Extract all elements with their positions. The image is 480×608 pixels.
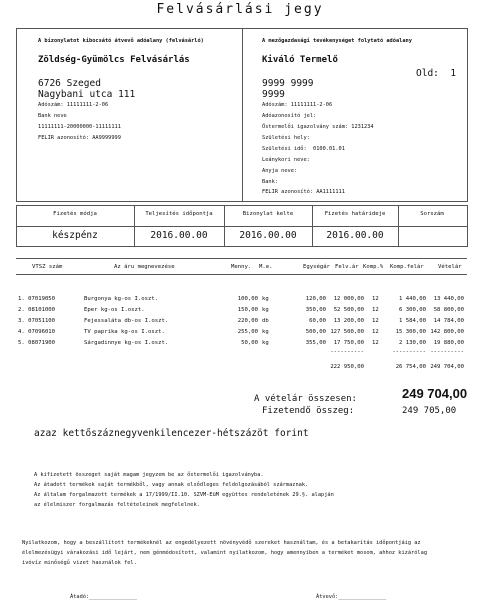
row-name: Sárgadinnye kg-os I.oszt.	[84, 340, 169, 346]
items-top-line	[16, 258, 467, 259]
row-unit-price: 500,00	[305, 329, 326, 335]
amount-in-words: azaz kettőszáznegyvenkilencezer-hétszázöt forint	[34, 428, 309, 439]
col-price: Felv.ár	[335, 264, 359, 270]
producer-city: 9999	[262, 89, 285, 100]
row-komp-fee: 15 300,00	[395, 329, 426, 335]
seller-header: A bizonylatot kibocsátó átvevő adóalany (felvásárló)	[38, 38, 204, 44]
col-komp: Komp.%	[363, 264, 384, 270]
row-komp: 12	[372, 318, 379, 324]
col-qty: Menny.	[231, 264, 252, 270]
statement-3: Az általam forgalmazott termékek a 17/1999/II.10. SZVM-EüM együttes rendeletének 29.§. alapján	[34, 492, 334, 498]
row-komp-fee: 2 130,00	[399, 340, 426, 346]
row-komp: 12	[372, 329, 379, 335]
producer-bank: Bank:	[262, 179, 278, 185]
row-komp: 12	[372, 340, 379, 346]
row-name: Fejessaláta db-os I.oszt.	[84, 318, 169, 324]
payment-issue-header: Bizonylat kelte	[242, 211, 294, 217]
payment-completion-header: Teljesítés időpontja	[145, 211, 213, 217]
row-unit-price: 120,00	[305, 296, 326, 302]
seller-felir: FELIR azonosító: AA9999999	[38, 135, 121, 141]
row-vtsz: 2. 08101000	[18, 307, 56, 313]
row-total: 14 784,00	[433, 318, 464, 324]
receiver-signature: Átvevő:_______________	[316, 594, 387, 600]
producer-card: Őstermelői igazolvány szám: 1231234	[262, 124, 374, 130]
row-price: 127 500,00	[330, 329, 364, 335]
row-qty: 50,00	[241, 340, 258, 346]
producer-birth-date: Születési idő: 0100.01.01	[262, 146, 345, 152]
producer-tax-mark: Adóazonosító jel:	[262, 113, 317, 119]
row-unit-price: 350,00	[305, 307, 326, 313]
statement-2: Az átadott termékek saját termékből, vagy annak elsődleges feldolgozásából származnak.	[34, 482, 309, 488]
sum-komp-dashes: ----------	[392, 349, 426, 355]
row-total: 13 440,00	[433, 296, 464, 302]
sum-total-dashes: ----------	[430, 349, 464, 355]
payment-method-header: Fizetés módja	[53, 211, 97, 217]
row-komp: 12	[372, 307, 379, 313]
row-unit-price: 355,00	[305, 340, 326, 346]
declaration-3: ivóvíz minőségű vizet használok fel.	[22, 560, 137, 566]
payment-deadline-value: 2016.00.00	[326, 230, 384, 241]
row-unit-price: 60,00	[309, 318, 326, 324]
row-qty: 220,00	[237, 318, 258, 324]
statement-4: az élelmiszer forgalmazás feltételeinek megfelelnek.	[34, 502, 200, 508]
row-komp-fee: 6 300,00	[399, 307, 426, 313]
row-price: 17 750,00	[333, 340, 364, 346]
seller-tax-id: Adószám: 11111111-2-06	[38, 102, 109, 108]
row-total: 19 880,00	[433, 340, 464, 346]
party-divider	[242, 28, 243, 201]
col-total: Vételár	[438, 264, 462, 270]
payment-completion-value: 2016.00.00	[150, 230, 208, 241]
producer-zip: 9999 9999	[262, 78, 314, 89]
row-qty: 150,00	[237, 307, 258, 313]
payable-label: Fizetendő összeg:	[262, 406, 355, 416]
row-vtsz: 3. 07051100	[18, 318, 56, 324]
producer-mother-name: Anyja neve:	[262, 168, 298, 174]
row-unit: kg	[262, 340, 269, 346]
items-header-line	[16, 274, 467, 275]
row-name: TV paprika kg-os I.oszt.	[84, 329, 165, 335]
col-komp-fee: Komp.felár	[390, 264, 424, 270]
payment-divider	[16, 226, 467, 227]
row-qty: 100,00	[237, 296, 258, 302]
producer-felir: FELIR azonosító: AA1111111	[262, 189, 345, 195]
payment-issue-value: 2016.00.00	[239, 230, 297, 241]
col-unit-price: Egységár	[303, 264, 330, 270]
producer-name: Kiváló Termelő	[262, 55, 338, 65]
row-vtsz: 5. 08071900	[18, 340, 56, 346]
row-vtsz: 4. 07096010	[18, 329, 56, 335]
col-vtsz: VTSZ szám	[32, 264, 63, 270]
seller-zip-city: 6726 Szeged	[38, 78, 101, 89]
payment-serial-header: Sorszám	[420, 211, 444, 217]
row-komp-fee: 1 584,00	[399, 318, 426, 324]
seller-name: Zöldség-Gyümölcs Felvásárlás	[38, 55, 190, 65]
row-price: 13 200,00	[333, 318, 364, 324]
row-komp-fee: 1 440,00	[399, 296, 426, 302]
row-price: 52 500,00	[333, 307, 364, 313]
row-total: 58 800,00	[433, 307, 464, 313]
col-unit: M.e.	[259, 264, 273, 270]
row-qty: 255,00	[237, 329, 258, 335]
row-vtsz: 1. 07019050	[18, 296, 56, 302]
handover-signature: Átadó:_______________	[70, 594, 137, 600]
producer-tax-id: Adószám: 11111111-2-06	[262, 102, 333, 108]
sum-price-dashes: ----------	[330, 349, 364, 355]
seller-street: Nagybani utca 111	[38, 89, 136, 100]
row-name: Burgonya kg-os I.oszt.	[84, 296, 159, 302]
sum-price: 222 950,00	[330, 364, 364, 370]
page-title: Felvásárlási jegy	[156, 2, 324, 17]
seller-bank-label: Bank neve	[38, 113, 67, 119]
row-komp: 12	[372, 296, 379, 302]
row-unit: kg	[262, 329, 269, 335]
purchase-total-label: A vételár összesen:	[254, 394, 357, 404]
producer-maiden-name: Leánykori neve:	[262, 157, 310, 163]
row-unit: kg	[262, 307, 269, 313]
declaration-2: élelmezésügyi várakozási idő lejárt, nem génmódosított, valamint nyilatkozom, hogy amennyiben a terméket mosom, ahhoz kizárólag	[22, 550, 428, 556]
declaration-1: Nyilatkozom, hogy a beszállított termékeknél az engedélyezett növényvédő szereket használtam, és a betakarítás időpontjáig az	[22, 540, 421, 546]
statement-1: A kifizetett összeget saját magam jegyzem be az őstermelői igazolványba.	[34, 472, 264, 478]
purchase-total-value: 249 704,00	[402, 386, 468, 401]
payment-method-value: készpénz	[52, 230, 98, 241]
row-name: Eper kg-os I.oszt.	[84, 307, 145, 313]
producer-page: Old: 1	[416, 68, 457, 79]
producer-header: A mezőgazdasági tevékenységet folytató adóalany	[262, 38, 412, 44]
producer-birth-place: Születési hely:	[262, 135, 310, 141]
row-unit: db	[262, 318, 269, 324]
col-name: Az áru megnevezése	[114, 264, 175, 270]
row-total: 142 800,00	[430, 329, 464, 335]
row-unit: kg	[262, 296, 269, 302]
row-price: 12 000,00	[333, 296, 364, 302]
payable-value: 249 705,00	[402, 406, 457, 416]
sum-total: 249 704,00	[430, 364, 464, 370]
payment-deadline-header: Fizetés határideje	[324, 211, 386, 217]
sum-komp-fee: 26 754,00	[395, 364, 426, 370]
seller-bank-account: 11111111-20000000-11111111	[38, 124, 121, 130]
